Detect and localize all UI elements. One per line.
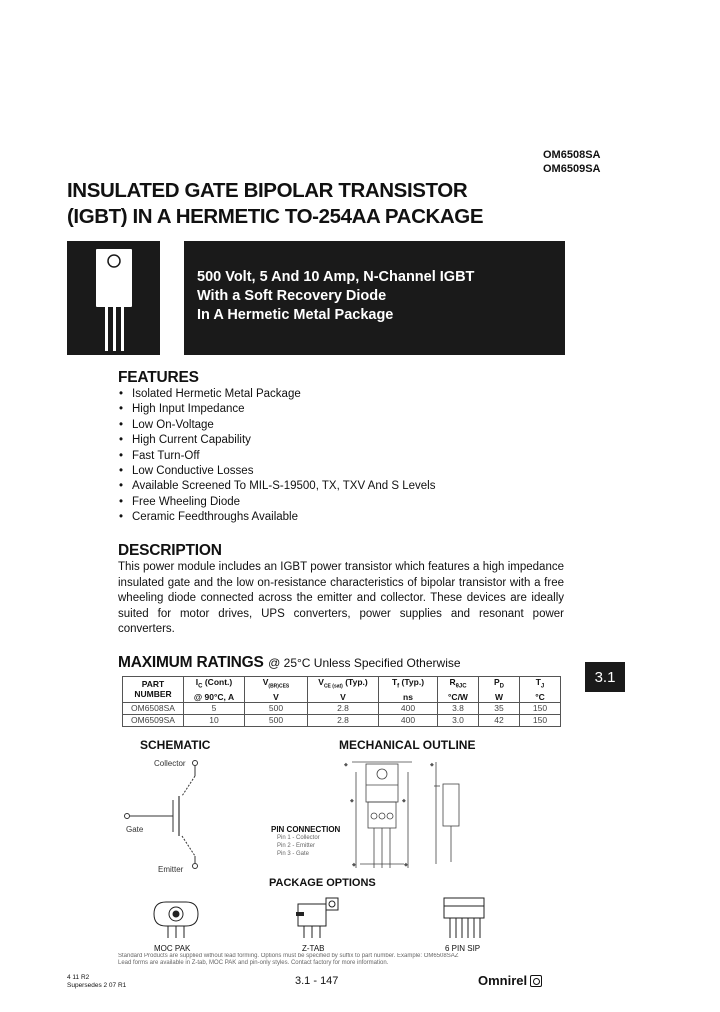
pin-2-label: Pin 2 - Emitter	[277, 843, 316, 849]
page-number: 3.1 - 147	[295, 975, 339, 987]
omnirel-logo	[478, 973, 542, 988]
ratings-subheading: @ 25°C Unless Specified Otherwise	[268, 656, 461, 670]
description-heading: DESCRIPTION	[118, 542, 222, 559]
table-cell: OM6509SA	[123, 714, 184, 726]
feature-item: • Low Conductive Losses	[118, 464, 435, 479]
package-options-note: Standard Products are supplied without lead forming. Options must be specified by suffix to part number. Example: OM6508SAZ Lead forms are available in Z-tab, MOC PAK and pin-only styles. Contact factory for more information.	[118, 953, 459, 966]
col-tf: $T_f$ (Typ.) ns	[379, 677, 438, 703]
svg-text:◆: ◆	[404, 862, 408, 868]
ratings-header-row	[123, 677, 561, 703]
table-cell: 10	[184, 714, 245, 726]
table-cell: 35	[479, 702, 520, 714]
schematic-heading: SCHEMATIC	[140, 738, 211, 752]
features-list	[118, 387, 435, 526]
mechanical-outline-drawing	[340, 752, 480, 876]
table-cell: 150	[520, 702, 561, 714]
pin-3-label: Pin 3 - Gate	[277, 851, 310, 857]
section-tab-badge: 3.1	[585, 662, 625, 692]
logo-text: Omnirel	[478, 973, 528, 988]
title-line-1: INSULATED GATE BIPOLAR TRANSISTOR	[67, 179, 468, 202]
table-cell: 5	[184, 702, 245, 714]
part-numbers	[543, 148, 600, 176]
collector-label: Collector	[154, 759, 186, 768]
table-cell: 150	[520, 714, 561, 726]
page-title	[67, 178, 483, 230]
z-tab-icon	[286, 892, 342, 942]
feature-item: • Free Wheeling Diode	[118, 495, 435, 510]
col-part-number: PART NUMBER	[123, 677, 184, 703]
moc-pak-icon	[148, 892, 204, 942]
table-cell: OM6508SA	[123, 702, 184, 714]
package-options-heading: PACKAGE OPTIONS	[269, 877, 376, 889]
svg-text:◆: ◆	[344, 762, 348, 768]
table-row	[123, 702, 561, 714]
omnirel-logo-icon	[530, 975, 542, 987]
hero-line-1: 500 Volt, 5 And 10 Amp, N-Channel IGBT	[197, 269, 475, 285]
feature-item: • High Current Capability	[118, 433, 435, 448]
package-option-label: 6 PIN SIP	[445, 944, 481, 953]
hero-line-2: With a Soft Recovery Diode	[197, 288, 387, 304]
table-cell: 400	[379, 714, 438, 726]
svg-text:◆: ◆	[402, 798, 406, 804]
package-option-label: MOC PAK	[154, 944, 191, 953]
features-heading: FEATURES	[118, 369, 199, 386]
table-cell: 2.8	[308, 714, 379, 726]
feature-item: • Available Screened To MIL-S-19500, TX, TXV And S Levels	[118, 479, 435, 494]
table-cell: 42	[479, 714, 520, 726]
pin-connection-heading: PIN CONNECTION	[271, 825, 341, 834]
part-number-2: OM6509SA	[543, 163, 601, 175]
table-cell: 500	[245, 702, 308, 714]
svg-text:◆: ◆	[352, 862, 356, 868]
emitter-label: Emitter	[158, 865, 184, 874]
feature-item: • Low On-Voltage	[118, 418, 435, 433]
table-cell: 3.8	[438, 702, 479, 714]
description-text: This power module includes an IGBT power transistor which features a high impedance insulated gate and the low on-resistance characteristics of bipolar transistor with a free wheeling diode connected across the emitter and collector. These devices are ideally suited for motor drives, UPS converters, power supplies and resonant power converters.	[118, 561, 564, 635]
col-tj: $T_J$ °C	[520, 677, 561, 703]
supersedes: Supersedes 2 07 R1	[67, 982, 127, 989]
hero-banner	[184, 241, 565, 355]
col-vbrces: $V_{(BR)CES}$ V	[245, 677, 308, 703]
col-ic: $I_C$ (Cont.) @ 90°C, A	[184, 677, 245, 703]
to254-package-icon	[67, 241, 160, 355]
pin-1-label: Pin 1 - Collector	[277, 835, 320, 841]
table-cell: 400	[379, 702, 438, 714]
gate-label: Gate	[126, 825, 144, 834]
table-row	[123, 714, 561, 726]
schematic-diagram	[118, 752, 228, 880]
package-option-label: Z-TAB	[302, 944, 325, 953]
svg-text:◆: ◆	[350, 798, 354, 804]
hero-line-3: In A Hermetic Metal Package	[197, 307, 394, 323]
package-photo	[67, 241, 160, 355]
ratings-table	[122, 676, 561, 727]
feature-item: • Isolated Hermetic Metal Package	[118, 387, 435, 402]
col-rthjc: $R_{\theta JC}$ °C/W	[438, 677, 479, 703]
feature-item: • High Input Impedance	[118, 402, 435, 417]
table-cell: 500	[245, 714, 308, 726]
title-line-2: (IGBT) IN A HERMETIC TO-254AA PACKAGE	[67, 205, 484, 228]
pin-connection-block	[271, 826, 340, 858]
ratings-heading-row	[118, 654, 461, 672]
table-cell: 2.8	[308, 702, 379, 714]
part-number-1: OM6508SA	[543, 149, 601, 161]
table-cell: 3.0	[438, 714, 479, 726]
col-pd: $P_D$ W	[479, 677, 520, 703]
revision-info	[67, 974, 126, 990]
col-vcesat: $V_{CE (sat)}$ (Typ.) V	[308, 677, 379, 703]
feature-item: • Fast Turn-Off	[118, 449, 435, 464]
six-pin-sip-icon	[438, 892, 490, 942]
svg-text:◆: ◆	[430, 762, 434, 768]
revision: 4 11 R2	[67, 974, 90, 981]
mechanical-heading: MECHANICAL OUTLINE	[339, 738, 476, 752]
feature-item: • Ceramic Feedthroughs Available	[118, 510, 435, 525]
ratings-heading: MAXIMUM RATINGS	[118, 654, 264, 671]
